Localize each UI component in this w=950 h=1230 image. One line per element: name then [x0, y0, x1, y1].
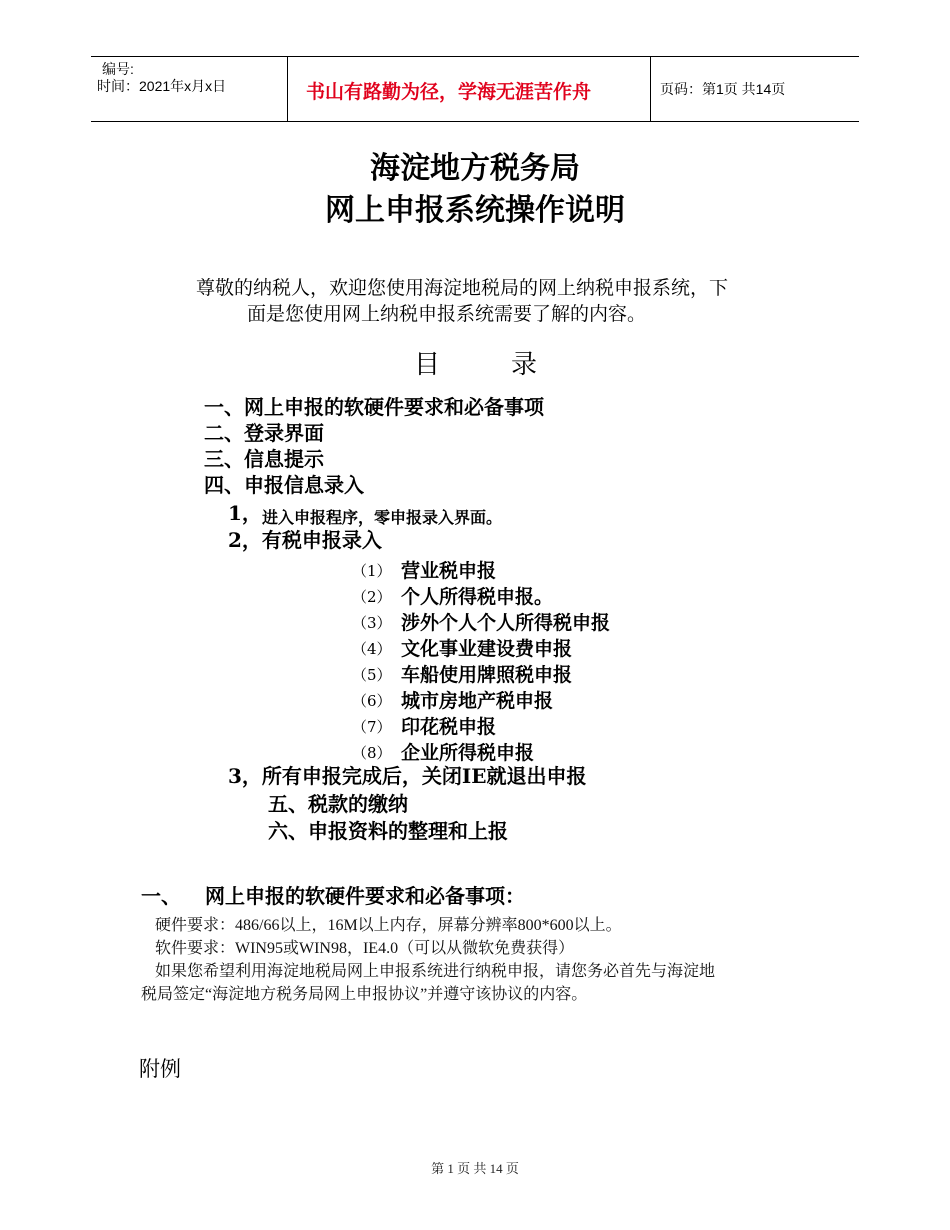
toc-subitem-number: （4）: [352, 640, 392, 658]
toc-subitem-text: 个人所得税申报。: [401, 586, 554, 608]
header-time-label: 时间：2021年x月x日: [97, 78, 227, 94]
toc-subitem-number: （1）: [352, 562, 392, 580]
section-1-number: 一、: [141, 884, 181, 908]
document-title-line2: 网上申报系统操作说明: [325, 193, 625, 228]
toc-heading-left: 目: [414, 350, 441, 380]
toc-item-4: 四、申报信息录入: [204, 473, 364, 497]
toc-subitem-number: （7）: [352, 718, 392, 736]
toc-item-3: 三、信息提示: [204, 447, 324, 471]
toc-subitem-text: 印花税申报: [401, 716, 497, 738]
appendix-heading: 附例: [139, 1057, 181, 1081]
toc-heading-right: 录: [511, 350, 538, 380]
toc-subitem-text: 涉外个人个人所得税申报: [401, 612, 611, 634]
toc-subitem-text: 企业所得税申报: [401, 742, 535, 764]
toc-item-6: 六、申报资料的整理和上报: [268, 819, 508, 843]
document-title-line1: 海淀地方税务局: [370, 151, 580, 186]
agreement-note-line2: 税局签定“海淀地方税务局网上申报协议”并遵守该协议的内容。: [141, 986, 588, 1003]
toc-subitem-text: 营业税申报: [401, 560, 497, 582]
header-divider-left: [287, 56, 288, 122]
toc-item-5: 五、税款的缴纳: [268, 792, 408, 816]
intro-line1: 尊敬的纳税人，欢迎您使用海淀地税局的网上纳税申报系统，下: [196, 277, 729, 299]
header-divider-right: [650, 56, 651, 122]
header-top-rule: [91, 56, 859, 57]
toc-subitem-number: （8）: [352, 744, 392, 762]
header-motto: 书山有路勤为径，学海无涯苦作舟: [306, 81, 592, 103]
toc-subitem-text: 城市房地产税申报: [401, 690, 554, 712]
toc-sub-3: 3，所有申报完成后，关闭IE就退出申报: [228, 764, 587, 788]
section-1-title: 网上申报的软硬件要求和必备事项：: [205, 884, 525, 908]
toc-sub-1-number: 1，: [228, 501, 262, 525]
toc-subitem-text: 文化事业建设费申报: [401, 638, 573, 660]
toc-subitem-text: 车船使用牌照税申报: [401, 664, 573, 686]
toc-sub-2: 2，有税申报录入: [228, 528, 382, 552]
toc-item-2: 二、登录界面: [204, 421, 324, 445]
toc-subitem-number: （2）: [352, 588, 392, 606]
toc-sub-1-text: 进入申报程序，零申报录入界面。: [262, 508, 503, 527]
hardware-requirement: 硬件要求：486/66以上，16M以上内存，屏幕分辨率800*600以上。: [155, 917, 622, 934]
header-bottom-rule: [91, 121, 859, 122]
header-number-label: 编号:: [102, 61, 134, 77]
header-page-label: 页码：第1页 共14页: [660, 81, 786, 97]
toc-item-1: 一、网上申报的软硬件要求和必备事项: [204, 395, 544, 419]
agreement-note-line1: 如果您希望利用海淀地税局网上申报系统进行纳税申报，请您务必首先与海淀地: [155, 963, 716, 980]
toc-subitem-number: （5）: [352, 666, 392, 684]
toc-subitem-number: （3）: [352, 614, 392, 632]
software-requirement: 软件要求：WIN95或WIN98，IE4.0（可以从微软免费获得）: [155, 940, 575, 957]
toc-subitem-number: （6）: [352, 692, 392, 710]
intro-line2: 面是您使用网上纳税申报系统需要了解的内容。: [247, 303, 647, 325]
page-footer: 第 1 页 共 14 页: [431, 1161, 519, 1176]
